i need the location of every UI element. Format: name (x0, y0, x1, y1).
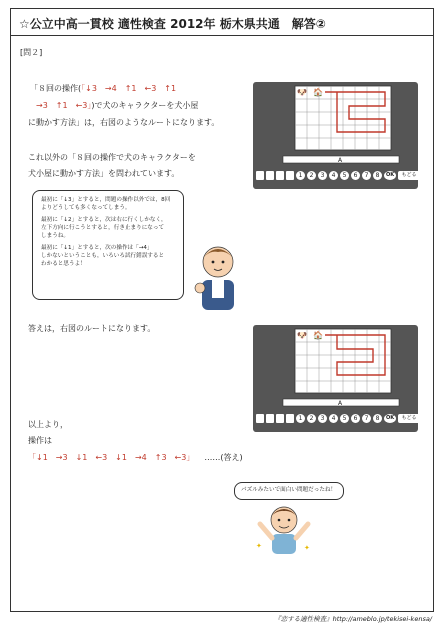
number-button[interactable]: 7 (362, 171, 371, 180)
para1-line1: 「８回の操作(「↓3 →4 ↑1 ←3 ↑1 (30, 84, 177, 93)
button-row (256, 171, 420, 180)
final-answer: 「↓1 →3 ↓1 ←3 ↓1 →4 ↑3 ←3」 ……(答え) (28, 453, 243, 462)
dog-icon: 🐶 (297, 331, 307, 340)
number-button[interactable]: 2 (307, 171, 316, 180)
bubble-line: 最初に「↓3」とすると，問題の操作以外では，8回 (41, 197, 171, 203)
ok-button[interactable]: OK (385, 172, 395, 178)
footer-credit: 『恋する適性検査』http://ameblo.jp/tekisei-kensa/ (274, 615, 432, 623)
doghouse-icon: 🏠 (313, 88, 323, 97)
back-button[interactable]: もどる (398, 171, 420, 180)
number-button[interactable]: 7 (362, 414, 371, 423)
number-button[interactable]: 5 (340, 414, 349, 423)
arrow-left-button[interactable] (276, 414, 284, 423)
bubble-line: しまうね。 (41, 233, 69, 239)
hint-bubble (32, 190, 184, 300)
number-button[interactable]: 8 (373, 171, 382, 180)
number-button[interactable]: 3 (318, 171, 327, 180)
ok-button[interactable]: OK (385, 415, 395, 421)
doghouse-icon: 🏠 (313, 331, 323, 340)
para2-line1: これ以外の「８回の操作で犬のキャラクターを (28, 153, 196, 162)
conclusion-line1: 以上より， (28, 420, 68, 429)
number-button[interactable]: 2 (307, 414, 316, 423)
puzzle-board-1 (253, 82, 418, 189)
number-button[interactable]: 1 (296, 171, 305, 180)
title-box (10, 8, 434, 36)
arrow-down-button[interactable] (256, 171, 264, 180)
number-button[interactable]: 3 (318, 414, 327, 423)
bubble-line: 最初に「↓2」とすると，次は右に行くしかなく， (41, 217, 167, 223)
svg-text:✦: ✦ (304, 544, 310, 552)
kid-bubble-text: パズルみたいで面白い問題だったね！ (241, 487, 337, 493)
question-label: [問２] (20, 48, 43, 57)
para1-line2: →3 ↑1 ←3」)で犬のキャラクターを犬小屋 (36, 101, 199, 110)
number-button[interactable]: 4 (329, 171, 338, 180)
number-button[interactable]: 1 (296, 414, 305, 423)
svg-text:✦: ✦ (256, 542, 262, 550)
kid-illustration (254, 498, 314, 558)
puzzle-board-2 (253, 325, 418, 432)
page-title: ☆公立中高一貫校 適性検査 2012年 栃木県共通 解答② (19, 17, 326, 31)
arrow-left-button[interactable] (276, 171, 284, 180)
number-button[interactable]: 4 (329, 414, 338, 423)
label-a: A (338, 400, 343, 407)
bubble-line: よりどうしても多くなってしまう。 (41, 205, 131, 211)
number-button[interactable]: 6 (351, 171, 360, 180)
arrow-right-button[interactable] (286, 171, 294, 180)
dog-icon: 🐶 (297, 88, 307, 97)
teacher-illustration (192, 240, 242, 310)
arrow-down-button[interactable] (256, 414, 264, 423)
bubble-line: しかないということも，いろいろ試行錯誤すると (41, 253, 165, 259)
number-button[interactable]: 6 (351, 414, 360, 423)
bubble-line: 最初に「↓1」とすると，次の操作は「→4」 (41, 245, 153, 251)
button-row (256, 414, 420, 423)
bubble-line: 左下方向に行こうとすると，行き止まりになって (41, 225, 165, 231)
bubble-line: わかると思うよ！ (41, 261, 86, 267)
number-button[interactable]: 8 (373, 414, 382, 423)
arrow-right-button[interactable] (286, 414, 294, 423)
conclusion-line2: 操作は (28, 436, 52, 445)
arrow-up-button[interactable] (266, 171, 274, 180)
para1-line3: に動かす方法」は，右図のようなルートになります。 (28, 118, 220, 127)
number-button[interactable]: 5 (340, 171, 349, 180)
back-button[interactable]: もどる (398, 414, 420, 423)
para2-line2: 犬小屋に動かす方法」を問われています。 (28, 169, 180, 178)
label-a: A (338, 157, 343, 164)
arrow-up-button[interactable] (266, 414, 274, 423)
answer-intro: 答えは，右図のルートになります。 (28, 324, 156, 333)
